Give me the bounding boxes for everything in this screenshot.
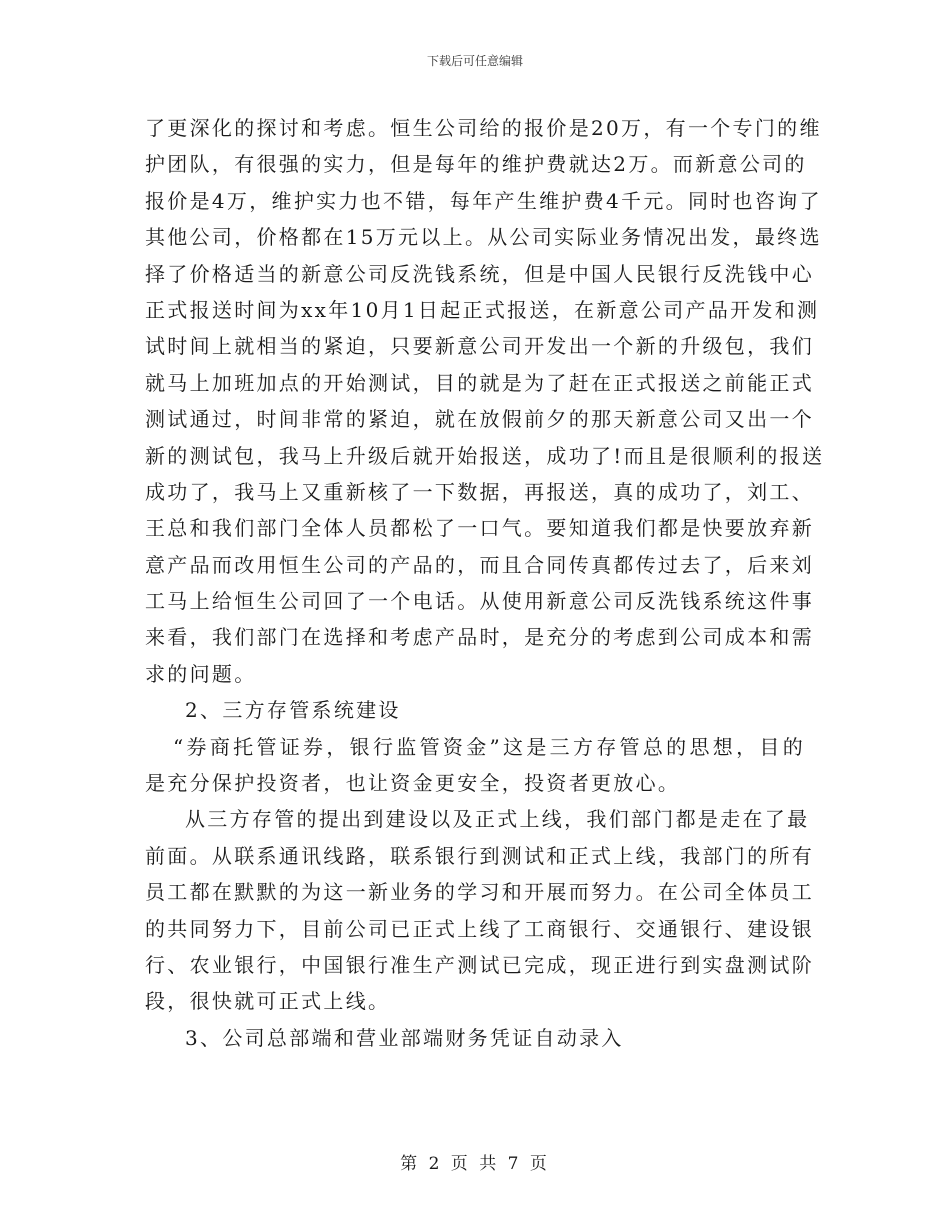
body-line: 来看，我们部门在选择和考虑产品时，是充分的考虑到公司成本和需 (145, 625, 814, 650)
body-line: 其他公司，价格都在15万元以上。从公司实际业务情况出发，最终选 (145, 225, 822, 250)
body-line: 测试通过，时间非常的紧迫，就在放假前夕的那天新意公司又出一个 (145, 407, 814, 432)
body-line: 新的测试包，我马上升级后就开始报送，成功了!而且是很顺利的报送 (145, 443, 825, 468)
body-line: 择了价格适当的新意公司反洗钱系统，但是中国人民银行反洗钱中心 (145, 261, 814, 286)
body-line: 护团队，有很强的实力，但是每年的维护费就达2万。而新意公司的 (145, 152, 807, 177)
body-line: 了更深化的探讨和考虑。恒生公司给的报价是20万，有一个专门的维 (145, 116, 822, 140)
body-line: 前面。从联系通讯线路，联系银行到测试和正式上线，我部门的所有 (145, 843, 814, 868)
body-line: 就马上加班加点的开始测试，目的就是为了赶在正式报送之前能正式 (145, 370, 814, 395)
body-line: 求的问题。 (145, 661, 257, 686)
body-line: 工马上给恒生公司回了一个电话。从使用新意公司反洗钱系统这件事 (145, 589, 814, 614)
body-line: 试时间上就相当的紧迫，只要新意公司开发出一个新的升级包，我们 (145, 334, 814, 359)
body-line: 正式报送时间为xx年10月1日起正式报送，在新意公司产品开发和测 (145, 297, 820, 322)
body-line: 王总和我们部门全体人员都松了一口气。要知道我们都是快要放弃新 (145, 516, 814, 541)
body-line: “券商托管证券，银行监管资金”这是三方存管总的思想，目的 (173, 734, 805, 759)
body-line: 报价是4万，维护实力也不错，每年产生维护费4千元。同时也咨询了 (145, 188, 822, 213)
document-body (145, 110, 825, 1056)
body-line: 是充分保护投资者，也让资金更安全，投资者更放心。 (145, 771, 681, 796)
body-line: 的共同努力下，目前公司已正式上线了工商银行、交通银行、建设银 (145, 916, 814, 941)
body-line: 从三方存管的提出到建设以及正式上线，我们部门都是走在了最 (185, 807, 810, 832)
body-line: 行、农业银行，中国银行准生产测试已完成，现正进行到实盘测试阶 (145, 952, 814, 977)
body-line: 员工都在默默的为这一新业务的学习和开展而努力。在公司全体员工 (145, 880, 814, 905)
page-header: 下载后可任意编辑 (426, 54, 523, 68)
body-line: 意产品而改用恒生公司的产品的，而且合同传真都传过去了，后来刘 (145, 552, 814, 577)
section-heading: 2、三方存管系统建设 (185, 698, 401, 723)
section-heading: 3、公司总部端和营业部端财务凭证自动录入 (185, 1025, 624, 1050)
body-line: 段，很快就可正式上线。 (145, 989, 391, 1014)
page-number: 第 2 页 共 7 页 (400, 1154, 550, 1174)
body-line: 成功了，我马上又重新核了一下数据，再报送，真的成功了，刘工、 (145, 479, 814, 504)
